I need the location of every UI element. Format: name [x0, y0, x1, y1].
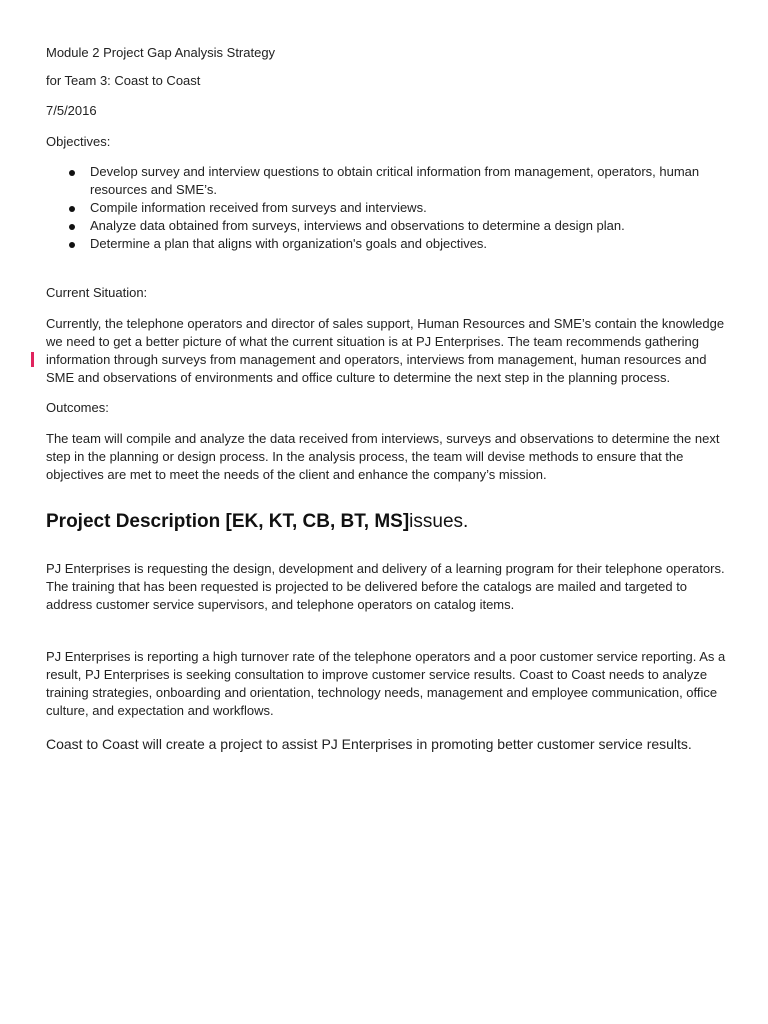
- document-title: Module 2 Project Gap Analysis Strategy: [46, 45, 276, 60]
- current-situation-text: Currently, the telephone operators and director of sales support, Human Resources and SME’s contain the knowledge we need to get a better picture of what the current situation is at PJ Enterprises. The team recommends gathering information through surveys from management and operators, interviews from management, human resources and SME and observations of environments and office culture to determine the next step in the planning process.: [46, 316, 725, 385]
- bullet-icon: [69, 206, 75, 212]
- outcomes-label: Outcomes:: [46, 400, 109, 415]
- outcomes-text: The team will compile and analyze the data received from interviews, surveys and observations to determine the next step in the planning or design process. In the analysis process, the team will devise methods to ensure that the objectives are met to meet the needs of the client and enhance the company’s mission.: [46, 431, 720, 482]
- list-item: [90, 199, 726, 217]
- list-item: [90, 217, 726, 235]
- bullet-icon: [69, 242, 75, 248]
- bullet-icon: [69, 224, 75, 230]
- objective-text: Analyze data obtained from surveys, interviews and observations to determine a design plan.: [90, 218, 625, 233]
- document-date: 7/5/2016: [46, 103, 97, 118]
- project-description-title-suffix: issues.: [409, 511, 469, 532]
- bullet-icon: [69, 170, 75, 176]
- document-body: [46, 44, 726, 755]
- team-line: for Team 3: Coast to Coast: [46, 73, 201, 88]
- project-paragraph-3: Coast to Coast will create a project to assist PJ Enterprises in promoting better customer service results.: [46, 736, 692, 752]
- list-item: [90, 163, 726, 199]
- list-item: [90, 235, 726, 253]
- project-description-title: Project Description [EK, KT, CB, BT, MS]: [46, 511, 410, 532]
- objective-text: Determine a plan that aligns with organization's goals and objectives.: [90, 236, 488, 251]
- project-paragraph-2: PJ Enterprises is reporting a high turnover rate of the telephone operators and a poor customer service reporting. As a result, PJ Enterprises is seeking consultation to improve customer service results. Coast to Coast needs to analyze training strategies, onboarding and orientation, technology needs, management and employee communication, office culture, and expectation and workflows.: [46, 649, 726, 718]
- project-paragraph-1: PJ Enterprises is requesting the design, development and delivery of a learning program for their telephone operators. The training that has been requested is projected to be delivered before the catalogs are mailed and targeted to address customer service supervisors, and telephone operators on catalog items.: [46, 561, 725, 612]
- current-situation-label: Current Situation:: [46, 285, 148, 300]
- objectives-label: Objectives:: [46, 134, 111, 149]
- objective-text: Compile information received from surveys and interviews.: [90, 200, 427, 215]
- objectives-list: [46, 163, 726, 253]
- objective-text: Develop survey and interview questions to obtain critical information from management, operators, human resources and SME’s.: [90, 164, 700, 197]
- project-description-heading: [46, 510, 726, 534]
- text-cursor-marker: [31, 352, 34, 367]
